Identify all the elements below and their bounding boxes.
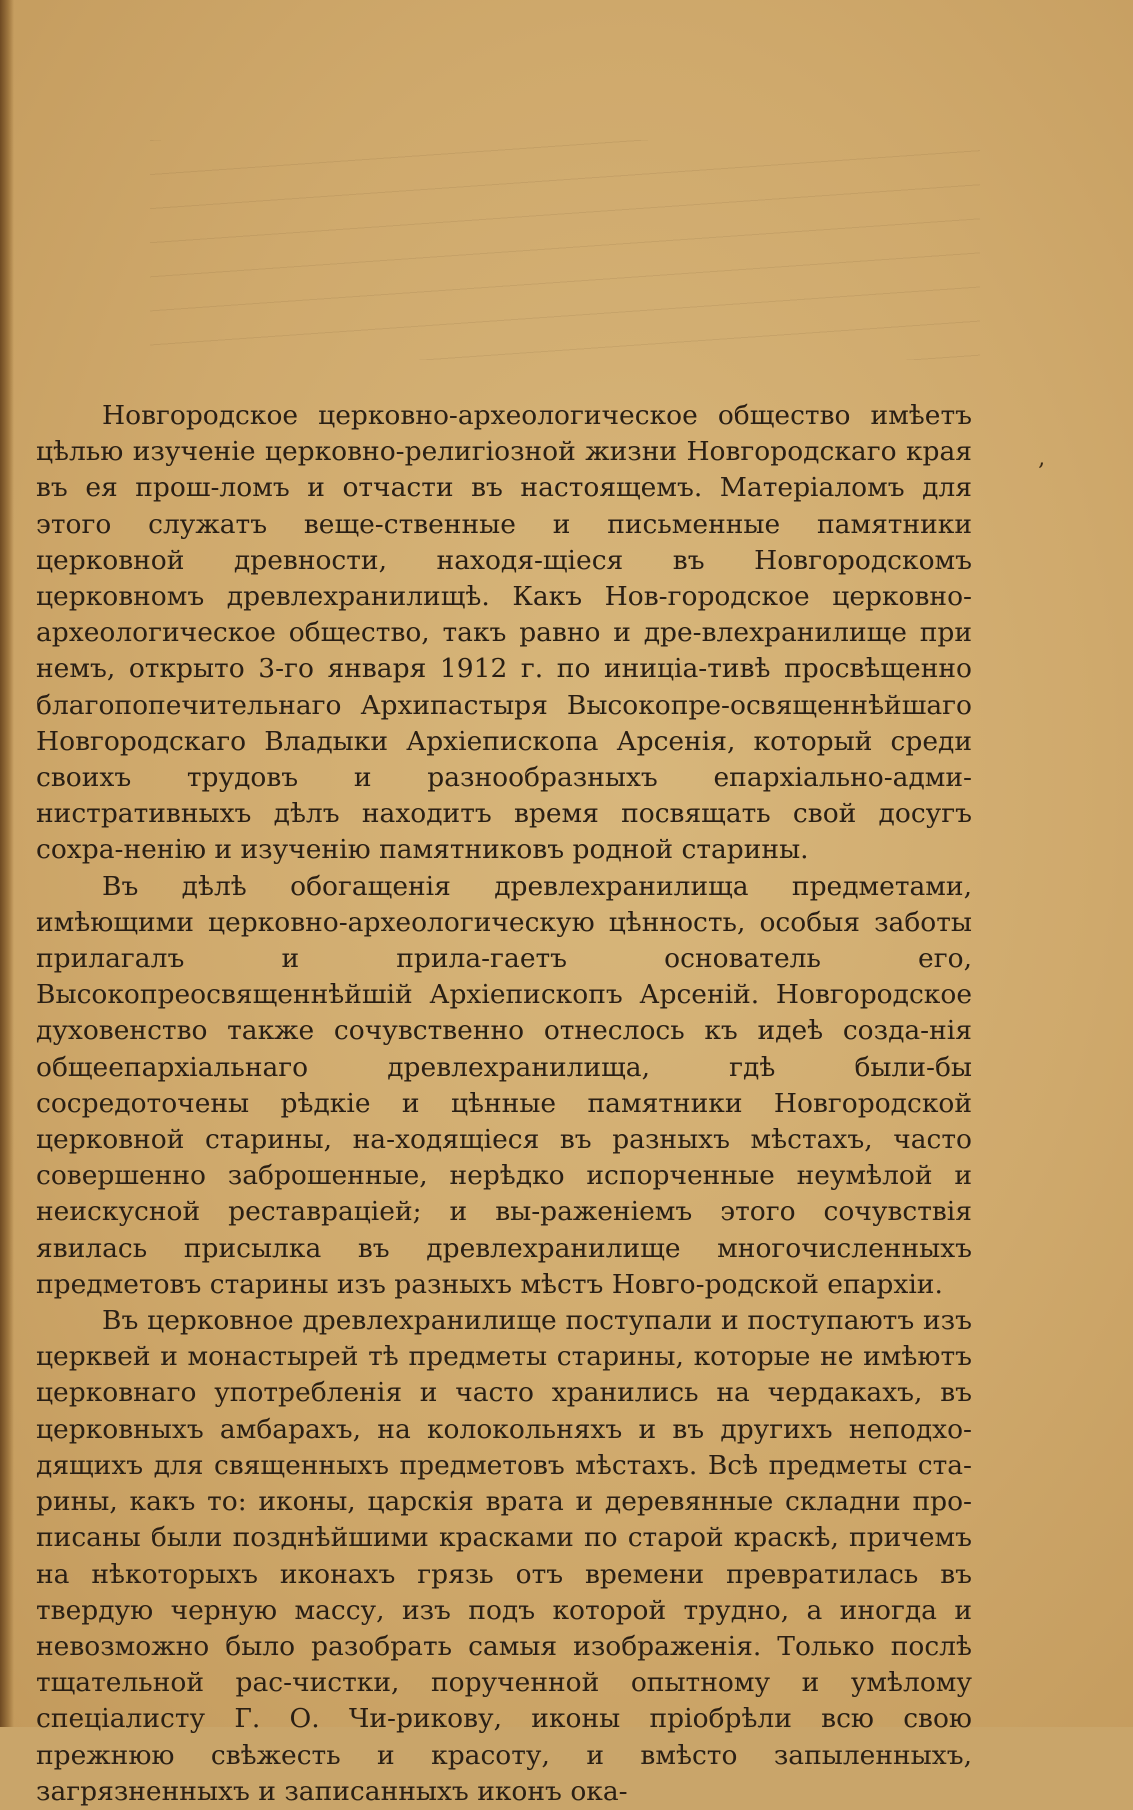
body-text: [36, 398, 972, 1810]
paragraph-2: Въ дѣлѣ обогащенія древлехранилища предметами, имѣющими церковно-археологическую цѣнность, особыя заботы прилагалъ и прила-гаетъ основатель его, Высокопреосвященнѣйшій Архіепископъ Арсеній. Новгородское духовенство также сочувственно отнеслось къ идеѣ созда-нія общеепархіальнаго древлехранилища, гдѣ были-бы сосредоточены рѣдкіе и цѣнные памятники Новгородской церковной старины, на-ходящіеся въ разныхъ мѣстахъ, часто совершенно заброшенные, нерѣдко испорченные неумѣлой и неискусной реставраціей; и вы-раженіемъ этого сочувствія явилась присылка въ древлехранилище многочисленныхъ предметовъ старины изъ разныхъ мѣстъ Новго-родской епархіи.: [36, 870, 972, 1300]
margin-mark: ‚: [1038, 446, 1045, 471]
paragraph-1: Новгородское церковно-археологическое общество имѣетъ цѣлью изученіе церковно-религіозной жизни Новгородскаго края въ ея прош-ломъ и отчасти въ настоящемъ. Матеріаломъ для этого служатъ веще-ственные и письменные памятники церковной древности, находя-щіеся въ Новгородскомъ церковномъ древлехранилищѣ. Какъ Нов-городское церковно-археологическое общество, такъ равно и дре-влехранилище при немъ, открыто 3-го января 1912 г. по иниціа-тивѣ просвѣщенно благопопечительнаго Архипастыря Высокопре-освященнѣйшаго Новгородскаго Владыки Архіепископа Арсенія, который среди своихъ трудовъ и разнообразныхъ епархіально-адми-нистративныхъ дѣлъ находитъ время посвящать свой досугъ сохра-ненію и изученію памятниковъ родной старины.: [36, 400, 972, 866]
page-binding-edge: [0, 0, 14, 1727]
bleed-through-text: [150, 140, 980, 360]
paragraph-3: Въ церковное древлехранилище поступали и поступаютъ изъ церквей и монастырей тѣ предметы старины, которые не имѣютъ церковнаго употребленія и часто хранились на чердакахъ, въ церковныхъ амбарахъ, на колокольняхъ и въ другихъ неподхо-дящихъ для священныхъ предметовъ мѣстахъ. Всѣ предметы ста-рины, какъ то: иконы, царскія врата и деревянные складни про-писаны были позднѣйшими красками по старой краскѣ, причемъ на нѣкоторыхъ иконахъ грязь отъ времени превратилась въ твердую черную массу, изъ подъ которой трудно, а иногда и невозможно было разобрать самыя изображенія. Только послѣ тщательной рас-чистки, порученной опытному и умѣлому спеціалисту Г. О. Чи-рикову, иконы пріобрѣли всю свою прежнюю свѣжесть и красоту, и вмѣсто запыленныхъ, загрязненныхъ и записанныхъ иконъ ока-: [36, 1305, 972, 1807]
